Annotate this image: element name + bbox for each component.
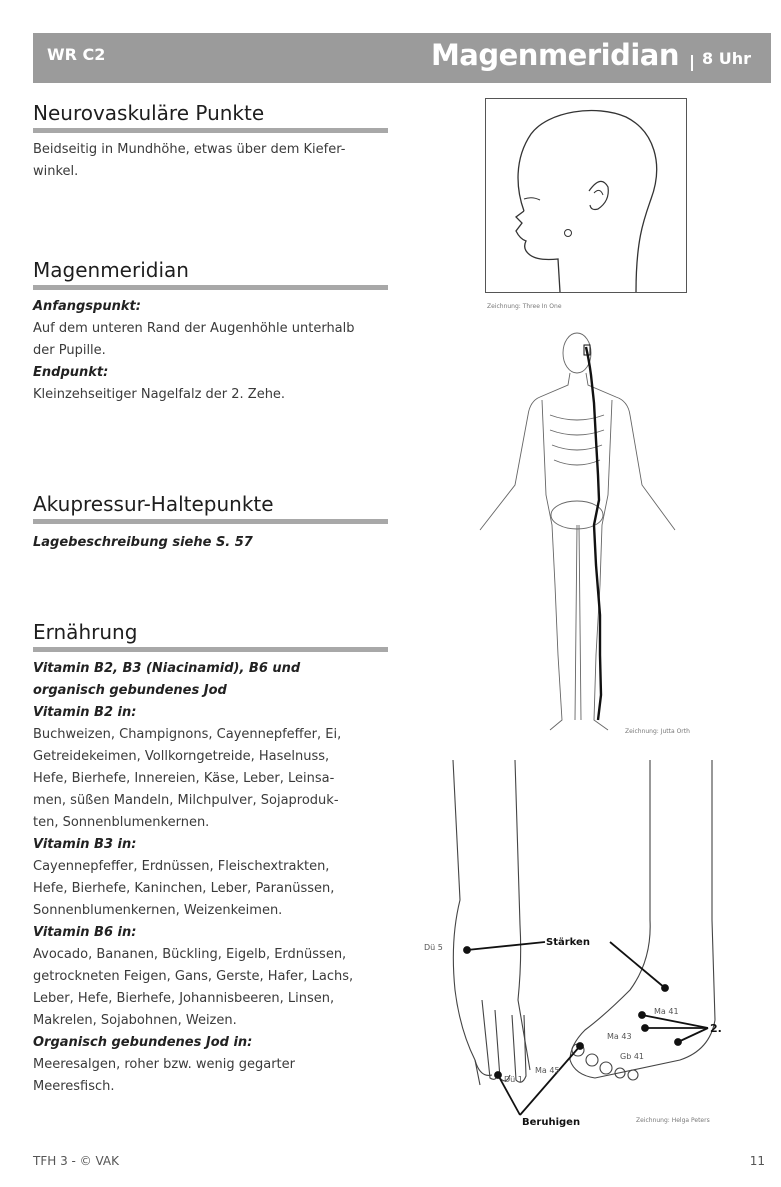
- label-second-toe: 2.: [710, 1022, 722, 1035]
- feet-caption: Zeichnung: Helga Peters: [636, 1117, 710, 1124]
- text-line: der Pupille.: [33, 343, 106, 358]
- heading-meridian: Magenmeridian: [33, 257, 388, 290]
- label-ma41: Ma 41: [654, 1007, 679, 1016]
- head-profile-figure: [485, 98, 687, 293]
- text-line: Kleinzehseitiger Nagelfalz der 2. Zehe.: [33, 387, 286, 402]
- head-profile-drawing: [486, 99, 686, 292]
- body-caption: Zeichnung: Jutta Orth: [625, 728, 690, 735]
- text-line: Hefe, Bierhefe, Kaninchen, Leber, Paranüssen,: [33, 881, 335, 896]
- text-line: Meeresfisch.: [33, 1079, 115, 1094]
- group-label: Vitamin B6 in:: [33, 925, 137, 940]
- group-label: Vitamin B2 in:: [33, 705, 137, 720]
- text-line: winkel.: [33, 164, 79, 179]
- acupressure-text: [33, 532, 391, 554]
- text-line: Leber, Hefe, Bierhefe, Johannisbeeren, Linsen,: [33, 991, 335, 1006]
- label-ma43: Ma 43: [607, 1032, 632, 1041]
- label-du1: Dü 1: [504, 1075, 523, 1084]
- label-staerken: Stärken: [546, 937, 590, 948]
- hand-foot-figure: [420, 760, 760, 1140]
- stomach-meridian-line: [586, 347, 601, 720]
- text-line: Auf dem unteren Rand der Augenhöhle unterhalb: [33, 321, 355, 336]
- label-gb41: Gb 41: [620, 1052, 644, 1061]
- text-line: Beidseitig in Mundhöhe, etwas über dem Kiefer-: [33, 142, 346, 157]
- text-line: Makrelen, Sojabohnen, Weizen.: [33, 1013, 237, 1028]
- heading-nutrition: Ernährung: [33, 619, 388, 652]
- heading-neurovascular: Neurovaskuläre Punkte: [33, 100, 388, 133]
- head-caption: Zeichnung: Three In One: [487, 303, 562, 310]
- neurovascular-text: [33, 139, 391, 183]
- text-line: Buchweizen, Champignons, Cayennepfeffer, Ei,: [33, 727, 342, 742]
- page-number: 11: [749, 1154, 765, 1168]
- text-line: Meeresalgen, roher bzw. wenig gegarter: [33, 1057, 295, 1072]
- meridian-text: [33, 296, 391, 406]
- header-bar: [33, 33, 771, 83]
- text-line: Getreidekeimen, Vollkorngetreide, Haselnuss,: [33, 749, 330, 764]
- acupressure-note: Lagebeschreibung siehe S. 57: [33, 535, 253, 550]
- footer-copyright: TFH 3 - © VAK: [33, 1154, 119, 1168]
- label-du5: Dü 5: [424, 943, 443, 952]
- heading-acupressure: Akupressur-Haltepunkte: [33, 491, 388, 524]
- group-label: Organisch gebundenes Jod in:: [33, 1035, 253, 1050]
- text-line: ten, Sonnenblumenkernen.: [33, 815, 210, 830]
- meridian-time: 8 Uhr: [702, 49, 751, 68]
- text-line: Avocado, Bananen, Bückling, Eigelb, Erdnüssen,: [33, 947, 347, 962]
- body-meridian-figure: [470, 325, 685, 740]
- title-separator: [691, 55, 693, 71]
- text-line: getrockneten Feigen, Gans, Gerste, Hafer, Lachs,: [33, 969, 354, 984]
- nutrition-intro: organisch gebundenes Jod: [33, 683, 227, 698]
- text-line: Hefe, Bierhefe, Innereien, Käse, Leber, Leinsa-: [33, 771, 335, 786]
- section-code: WR C2: [47, 45, 106, 64]
- end-label: Endpunkt:: [33, 365, 109, 380]
- group-label: Vitamin B3 in:: [33, 837, 137, 852]
- start-label: Anfangspunkt:: [33, 299, 141, 314]
- text-line: men, süßen Mandeln, Milchpulver, Sojaproduk-: [33, 793, 339, 808]
- label-ma45: Ma 45: [535, 1066, 560, 1075]
- text-line: Cayennepfeffer, Erdnüssen, Fleischextrakten,: [33, 859, 330, 874]
- nutrition-intro: Vitamin B2, B3 (Niacinamid), B6 und: [33, 661, 301, 676]
- label-beruhigen: Beruhigen: [522, 1117, 581, 1128]
- neurovascular-point: [565, 230, 572, 237]
- page-title: Magenmeridian: [430, 38, 679, 72]
- text-line: Sonnenblumenkernen, Weizenkeimen.: [33, 903, 283, 918]
- nutrition-text: [33, 658, 391, 1098]
